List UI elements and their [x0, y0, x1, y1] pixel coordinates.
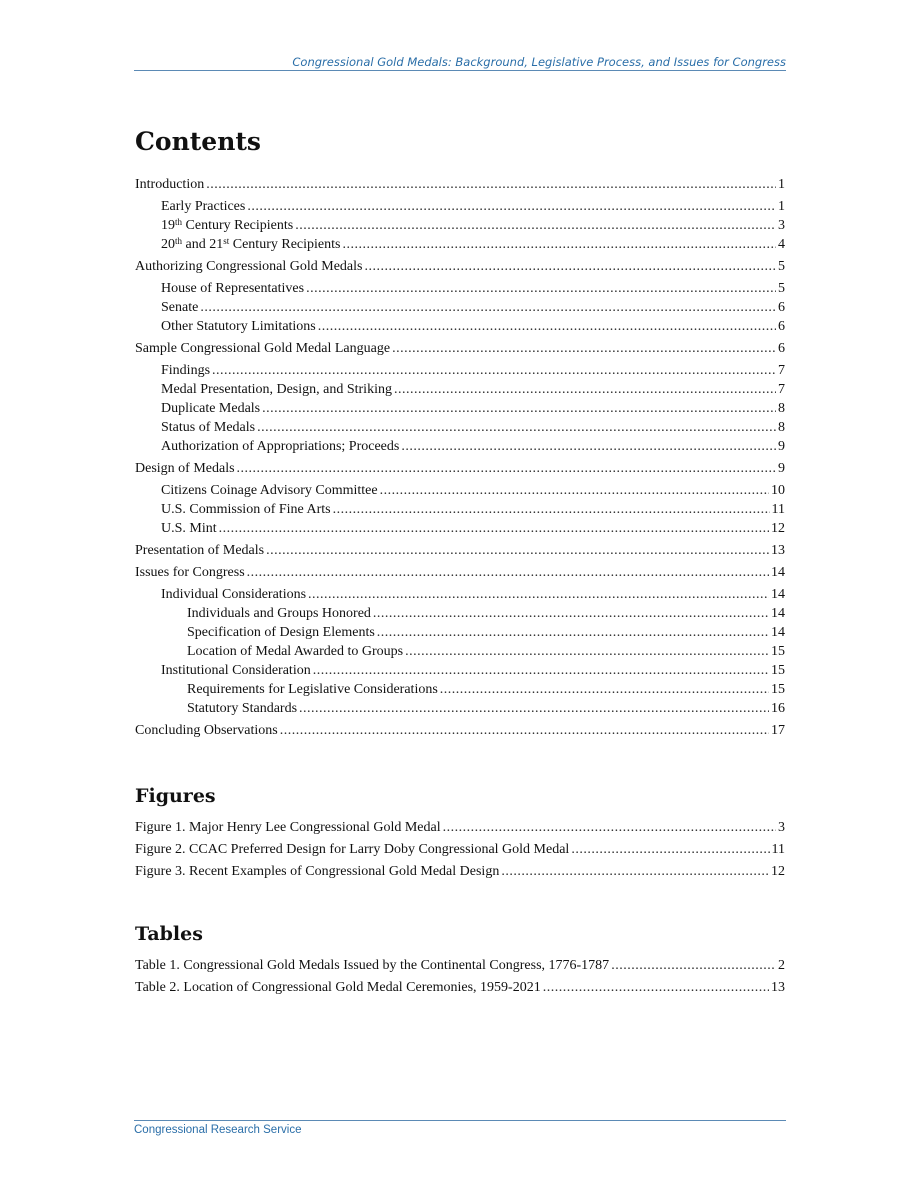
figures-heading: Figures — [135, 785, 216, 807]
contents-heading: Contents — [135, 127, 262, 156]
toc-entry[interactable]: Duplicate Medals ..... 8 — [135, 399, 785, 418]
toc-entry[interactable]: Individuals and Groups Honored ..... 14 — [135, 604, 785, 623]
toc-entry[interactable]: Institutional Consideration ..... 15 — [135, 661, 785, 680]
toc-entry[interactable]: U.S. Mint ..... 12 — [135, 519, 785, 538]
toc-entry[interactable]: Findings ..... 7 — [135, 361, 785, 380]
toc-entry[interactable]: Specification of Design Elements ..... 14 — [135, 623, 785, 642]
toc-entry[interactable]: Status of Medals ..... 8 — [135, 418, 785, 437]
figure-entry[interactable]: Figure 3. Recent Examples of Congressional Gold Medal Design ..... 12 — [135, 862, 785, 881]
figure-entry[interactable]: Figure 1. Major Henry Lee Congressional Gold Medal ..... 3 — [135, 818, 785, 837]
running-footer: Congressional Research Service — [134, 1120, 786, 1136]
tables-list — [135, 953, 785, 997]
toc-entry[interactable]: 19th Century Recipients ..... 3 — [135, 216, 785, 235]
toc-entry[interactable]: Location of Medal Awarded to Groups ..... 15 — [135, 642, 785, 661]
toc-entry[interactable]: Medal Presentation, Design, and Striking ..... 7 — [135, 380, 785, 399]
figure-entry[interactable]: Figure 2. CCAC Preferred Design for Larry Doby Congressional Gold Medal ..... 11 — [135, 840, 785, 859]
toc-entry[interactable]: Presentation of Medals ..... 13 — [135, 541, 785, 560]
toc-entry[interactable]: Design of Medals ..... 9 — [135, 459, 785, 478]
running-header: Congressional Gold Medals: Background, Legislative Process, and Issues for Congress — [134, 54, 786, 71]
toc-entry[interactable]: Individual Considerations ..... 14 — [135, 585, 785, 604]
toc-entry[interactable]: Statutory Standards ..... 16 — [135, 699, 785, 718]
toc-entry[interactable]: Introduction ..... 1 — [135, 175, 785, 194]
toc-entry[interactable]: House of Representatives ..... 5 — [135, 279, 785, 298]
toc-entry[interactable]: 20th and 21st Century Recipients ..... 4 — [135, 235, 785, 254]
table-entry[interactable]: Table 2. Location of Congressional Gold Medal Ceremonies, 1959-2021 ..... 13 — [135, 978, 785, 997]
toc-entry[interactable]: Sample Congressional Gold Medal Language ..... 6 — [135, 339, 785, 358]
toc-entry[interactable]: Concluding Observations ..... 17 — [135, 721, 785, 740]
toc-entry[interactable]: Requirements for Legislative Considerations ..... 15 — [135, 680, 785, 699]
toc-entry[interactable]: Authorization of Appropriations; Proceeds ..... 9 — [135, 437, 785, 456]
toc-entry[interactable]: Early Practices ..... 1 — [135, 197, 785, 216]
toc-entry[interactable]: Issues for Congress ..... 14 — [135, 563, 785, 582]
table-entry[interactable]: Table 1. Congressional Gold Medals Issued by the Continental Congress, 1776-1787 ..... 2 — [135, 956, 785, 975]
toc-entry[interactable]: Other Statutory Limitations ..... 6 — [135, 317, 785, 336]
toc-entry[interactable]: U.S. Commission of Fine Arts ..... 11 — [135, 500, 785, 519]
toc-entry[interactable]: Senate ..... 6 — [135, 298, 785, 317]
toc-entry[interactable]: Authorizing Congressional Gold Medals ..... 5 — [135, 257, 785, 276]
tables-heading: Tables — [135, 923, 203, 945]
figures-list — [135, 815, 785, 881]
toc-entry[interactable]: Citizens Coinage Advisory Committee ..... 10 — [135, 481, 785, 500]
contents-list — [135, 172, 785, 740]
